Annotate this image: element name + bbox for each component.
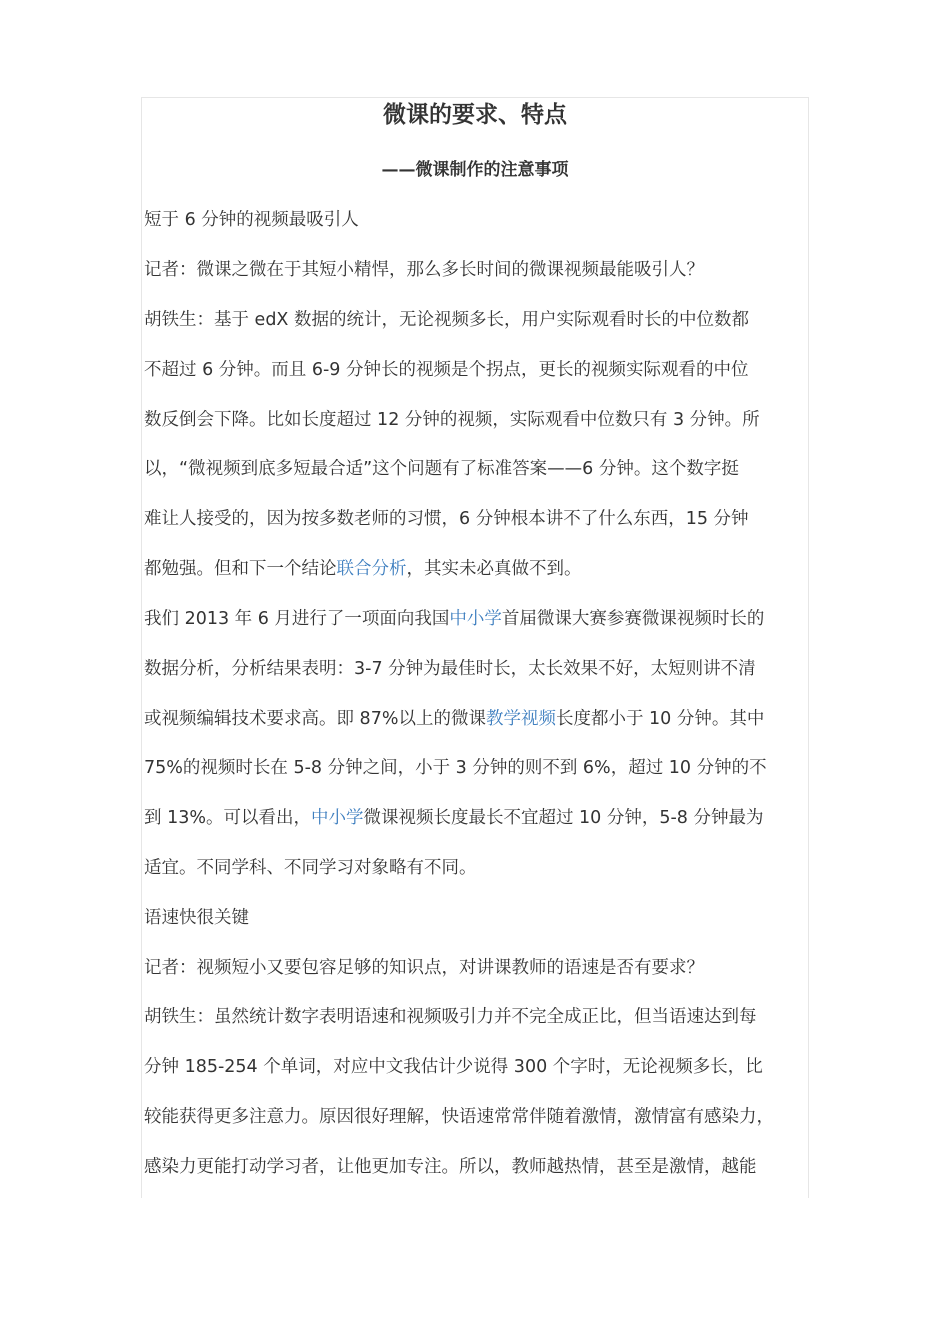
text-line bbox=[144, 955, 844, 981]
text-line bbox=[144, 1154, 844, 1180]
text-line bbox=[144, 456, 844, 482]
text-line bbox=[144, 506, 844, 532]
text-line bbox=[144, 606, 844, 632]
text-line bbox=[144, 706, 844, 732]
document-title: 微课的要求、特点 bbox=[383, 102, 567, 128]
link-primary-secondary-school[interactable]: 中小学 bbox=[449, 609, 502, 629]
text-segment: 数据分析，分析结果表明：3-7 分钟为最佳时长，太长效果不好，太短则讲不清 bbox=[144, 659, 756, 679]
text-line bbox=[144, 257, 844, 283]
text-segment: 较能获得更多注意力。原因很好理解，快语速常常伴随着激情，激情富有感染力， bbox=[144, 1107, 774, 1127]
text-line bbox=[144, 1104, 844, 1130]
text-line bbox=[144, 307, 844, 333]
section-heading-short-video bbox=[144, 207, 844, 233]
text-segment: 感染力更能打动学习者，让他更加专注。所以，教师越热情，甚至是激情，越能 bbox=[144, 1157, 757, 1177]
text-segment: 数反倒会下降。比如长度超过 12 分钟的视频，实际观看中位数只有 3 分钟。所 bbox=[144, 410, 760, 430]
text-line bbox=[144, 805, 844, 831]
text-segment: 适宜。不同学科、不同学习对象略有不同。 bbox=[144, 858, 477, 878]
text-segment: 微课视频长度最长不宜超过 10 分钟，5-8 分钟最为 bbox=[363, 808, 764, 828]
text-segment: ，其实未必真做不到。 bbox=[406, 559, 582, 579]
text-line bbox=[144, 755, 844, 781]
text-segment: 75%的视频时长在 5-8 分钟之间，小于 3 分钟的则不到 6%，超过 10 分钟的不 bbox=[144, 758, 767, 778]
text-segment: 不超过 6 分钟。而且 6-9 分钟长的视频是个拐点，更长的视频实际观看的中位 bbox=[144, 360, 749, 380]
text-segment: 分钟 185-254 个单词，对应中文我估计少说得 300 个字时，无论视频多长，比 bbox=[144, 1057, 763, 1077]
text-segment: 难让人接受的，因为按多数老师的习惯，6 分钟根本讲不了什么东西，15 分钟 bbox=[144, 509, 749, 529]
text-segment: 都勉强。但和下一个结论 bbox=[144, 559, 337, 579]
section-heading-speech-speed bbox=[144, 905, 844, 931]
text-segment: 短于 6 分钟的视频最吸引人 bbox=[144, 210, 359, 230]
text-line bbox=[144, 357, 844, 383]
document-subtitle: ——微课制作的注意事项 bbox=[381, 160, 569, 180]
text-line bbox=[144, 556, 844, 582]
text-line bbox=[144, 656, 844, 682]
text-segment: 语速快很关键 bbox=[144, 908, 249, 928]
text-segment: 胡铁生：基于 edX 数据的统计，无论视频多长，用户实际观看时长的中位数都 bbox=[144, 310, 749, 330]
text-segment: 记者：视频短小又要包容足够的知识点，对讲课教师的语速是否有要求？ bbox=[144, 958, 704, 978]
text-segment: 记者：微课之微在于其短小精悍，那么多长时间的微课视频最能吸引人？ bbox=[144, 260, 704, 280]
text-line bbox=[144, 407, 844, 433]
link-primary-secondary-school[interactable]: 中小学 bbox=[310, 808, 364, 828]
text-segment: 到 13%。可以看出， bbox=[144, 808, 311, 828]
text-line bbox=[144, 1054, 844, 1080]
text-segment: 或视频编辑技术要求高。即 87%以上的微课 bbox=[144, 709, 486, 729]
text-segment: 我们 2013 年 6 月进行了一项面向我国 bbox=[144, 609, 450, 629]
text-segment: 首届微课大赛参赛微课视频时长的 bbox=[501, 609, 765, 629]
text-line bbox=[144, 855, 844, 881]
link-joint-analysis[interactable]: 联合分析 bbox=[336, 559, 407, 579]
text-segment: 以，“微视频到底多短最合适”这个问题有了标准答案——6 分钟。这个数字挺 bbox=[144, 459, 739, 479]
text-line bbox=[144, 1004, 844, 1030]
text-segment: 胡铁生：虽然统计数字表明语速和视频吸引力并不完全成正比，但当语速达到每 bbox=[144, 1007, 757, 1027]
link-teaching-video[interactable]: 教学视频 bbox=[485, 709, 556, 729]
text-segment: 长度都小于 10 分钟。其中 bbox=[555, 709, 765, 729]
